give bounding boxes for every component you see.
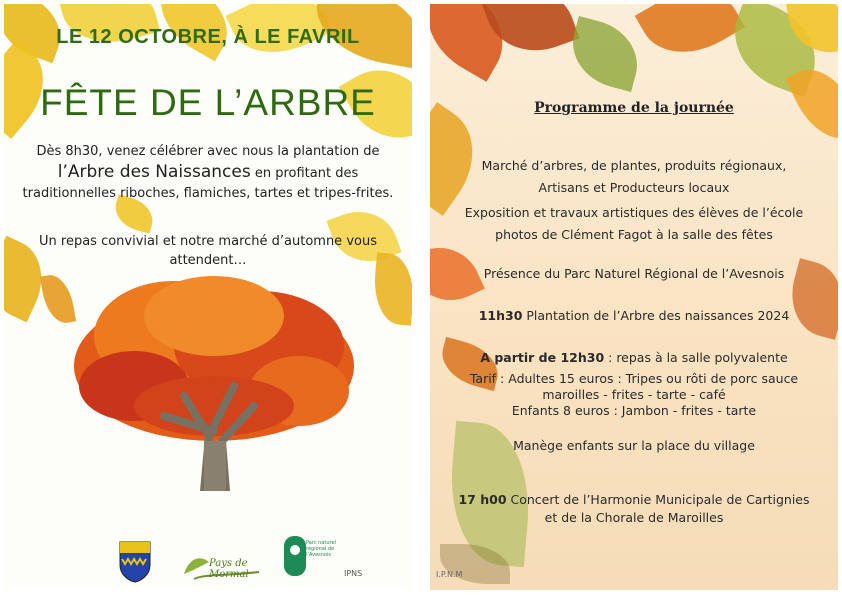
- leaf-decoration: [563, 16, 646, 92]
- intro-text-1: Dès 8h30, venez célébrer avec nous la plantation de: [36, 144, 380, 159]
- tarif-line-3: Enfants 8 euros : Jambon - frites - tarte: [511, 403, 757, 418]
- pays-de-mormal-logo: [179, 544, 269, 584]
- planting-time: 11h30: [478, 308, 523, 323]
- concert-line-1: [430, 490, 838, 509]
- leaf-decoration: [635, 4, 745, 72]
- manege-line: Manège enfants sur la place du village: [513, 438, 755, 453]
- expo-line-1: Exposition et travaux artistiques des élèves de l’école: [464, 205, 804, 220]
- parc-logo-icon: [284, 536, 306, 576]
- tarif-line-1: Tarif : Adultes 15 euros : Tripes ou rôti de porc sauce: [469, 371, 799, 386]
- meal-text: : repas à la salle polyvalente: [604, 350, 788, 365]
- expo-line-2: photos de Clément Fagot à la salle des fêtes: [495, 227, 773, 242]
- village-crest-logo: [119, 541, 151, 583]
- intro-paragraph: [18, 142, 398, 204]
- parc-presence-line: Présence du Parc Naturel Régional de l’Avesnois: [483, 266, 785, 281]
- concert-time: 17 h00: [458, 492, 507, 507]
- right-flyer-page: [430, 4, 838, 590]
- parc-logo-label: Parc naturel régional de l’Avesnois: [306, 540, 336, 558]
- intro-highlight: l’Arbre des Naissances: [57, 162, 251, 182]
- program-title: Programme de la journée: [534, 100, 734, 116]
- left-flyer-page: [4, 4, 412, 590]
- ipnm-mention: I.P.N.M: [436, 570, 463, 579]
- pays-de-mormal-label: Pays de Mormal: [209, 558, 249, 580]
- event-title: FÊTE DE L’ARBRE: [40, 82, 376, 123]
- market-line-2: Artisans et Producteurs locaux: [538, 180, 730, 195]
- parc-avesnois-logo: [284, 536, 334, 586]
- planting-text: Plantation de l’Arbre des naissances 2024: [522, 308, 790, 323]
- concert-text: Concert de l’Harmonie Municipale de Cartignies: [506, 492, 810, 507]
- concert-line-2: et de la Chorale de Maroilles: [544, 510, 724, 525]
- tarif-line-2: maroilles - frites - tarte - café: [542, 387, 726, 402]
- autumn-tree-image: [64, 266, 364, 491]
- ipns-mention: IPNS: [344, 569, 363, 578]
- meal-line: [430, 348, 838, 367]
- intro-text-2: en profitant des traditionnelles riboches, flamiches, tartes et tripes-frites.: [22, 166, 394, 201]
- meal-paragraph: Un repas convivial et notre marché d’automne vous attendent…: [39, 234, 377, 268]
- market-line-1: Marché d’arbres, de plantes, produits régionaux,: [481, 158, 787, 173]
- planting-line: [430, 306, 838, 325]
- event-date-heading: LE 12 OCTOBRE, À LE FAVRIL: [56, 26, 360, 48]
- meal-time: A partir de 12h30: [480, 350, 605, 365]
